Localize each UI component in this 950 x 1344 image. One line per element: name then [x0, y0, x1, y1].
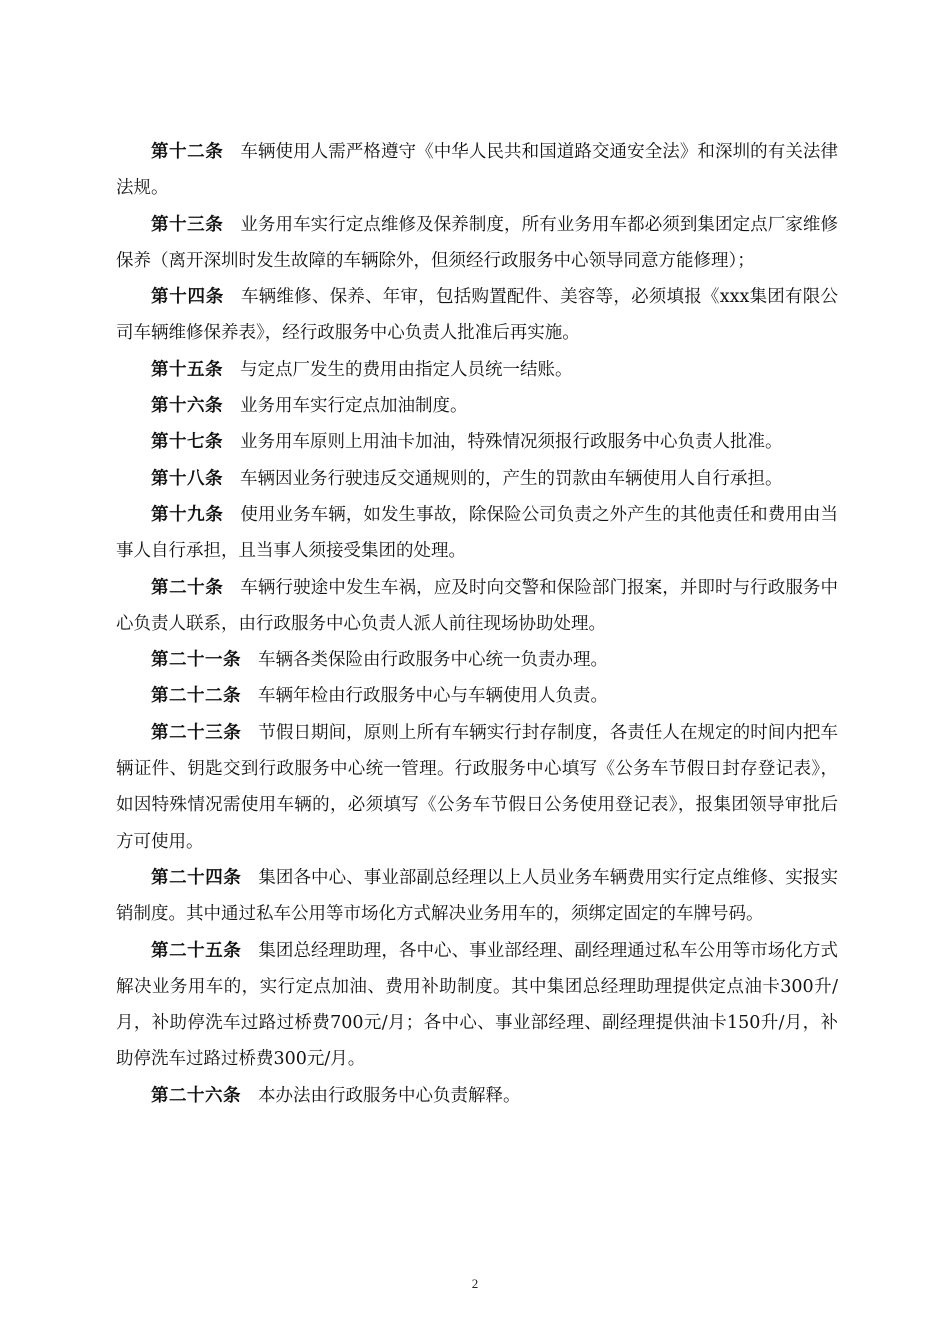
article-text: 节假日期间，原则上所有车辆实行封存制度，各责任人在规定的时间内把车辆证件、钥匙交到行政服务中心统一管理。行政服务中心填写《公务车节假日封存登记表》，如因特殊情况需使用车辆的，必须填写《公务车节假日公务使用登记表》，报集团领导审批后方可使用。	[116, 722, 839, 852]
document-body	[116, 134, 838, 1114]
article-22	[116, 678, 838, 714]
article-16	[116, 388, 838, 424]
article-21	[116, 642, 838, 678]
article-text: 车辆年检由行政服务中心与车辆使用人负责。	[258, 686, 608, 707]
article-26	[116, 1078, 838, 1114]
article-text: 使用业务车辆，如发生事故，除保险公司负责之外产生的其他责任和费用由当事人自行承担，且当事人须接受集团的处理。	[116, 504, 839, 562]
article-title: 第二十一条	[151, 650, 241, 671]
article-text: 业务用车实行定点维修及保养制度，所有业务用车都必须到集团定点厂家维修保养（离开深圳时发生故障的车辆除外，但须经行政服务中心领导同意方能修理）；	[116, 214, 839, 271]
article-text: 集团总经理助理，各中心、事业部经理、副经理通过私车公用等市场化方式解决业务用车的，实行定点加油、费用补助制度。其中集团总经理助理提供定点油卡300升/月，补助停洗车过路过桥费700元/月；各中心、事业部经理、副经理提供油卡150升/月，补助停洗车过路过桥费300元/月。	[116, 940, 839, 1070]
article-text: 集团各中心、事业部副总经理以上人员业务车辆费用实行定点维修、实报实销制度。其中通过私车公用等市场化方式解决业务用车的，须绑定固定的车牌号码。	[116, 867, 839, 925]
article-text: 车辆维修、保养、年审，包括购置配件、美容等，必须填报《xxx集团有限公司车辆维修保养表》，经行政服务中心负责人批准后再实施。	[116, 287, 839, 344]
article-14	[116, 279, 838, 352]
article-13	[116, 207, 838, 280]
article-title: 第十六条	[151, 396, 223, 417]
article-18	[116, 461, 838, 497]
article-23	[116, 715, 838, 860]
article-title: 第二十三条	[151, 722, 242, 743]
article-title: 第二十条	[151, 577, 224, 598]
article-text: 本办法由行政服务中心负责解释。	[258, 1085, 521, 1106]
article-12	[116, 134, 838, 207]
article-title: 第十八条	[151, 468, 223, 489]
article-title: 第十九条	[151, 504, 224, 525]
article-text: 业务用车原则上用油卡加油，特殊情况须报行政服务中心负责人批准。	[240, 432, 783, 453]
article-title: 第二十二条	[151, 686, 241, 707]
article-title: 第十七条	[151, 432, 223, 453]
article-title: 第二十五条	[151, 940, 242, 961]
article-title: 第十二条	[151, 142, 224, 162]
article-title: 第二十六条	[151, 1085, 241, 1106]
article-19	[116, 497, 838, 570]
page-number: 2	[471, 1276, 479, 1291]
article-text: 车辆各类保险由行政服务中心统一负责办理。	[258, 650, 608, 671]
article-20	[116, 570, 838, 643]
article-text: 车辆因业务行驶违反交通规则的，产生的罚款由车辆使用人自行承担。	[240, 468, 783, 489]
article-text: 业务用车实行定点加油制度。	[240, 396, 468, 417]
article-17	[116, 424, 838, 460]
article-title: 第十四条	[151, 287, 224, 308]
article-15	[116, 352, 838, 388]
article-title: 第十三条	[151, 214, 224, 235]
article-25	[116, 933, 838, 1078]
article-title: 第二十四条	[151, 867, 242, 888]
article-title: 第十五条	[151, 359, 223, 380]
article-text: 车辆行驶途中发生车祸，应及时向交警和保险部门报案，并即时与行政服务中心负责人联系，由行政服务中心负责人派人前往现场协助处理。	[116, 577, 839, 634]
article-text: 与定点厂发生的费用由指定人员统一结账。	[240, 359, 573, 380]
article-text: 车辆使用人需严格遵守《中华人民共和国道路交通安全法》和深圳的有关法律法规。	[116, 142, 839, 199]
article-24	[116, 860, 838, 933]
